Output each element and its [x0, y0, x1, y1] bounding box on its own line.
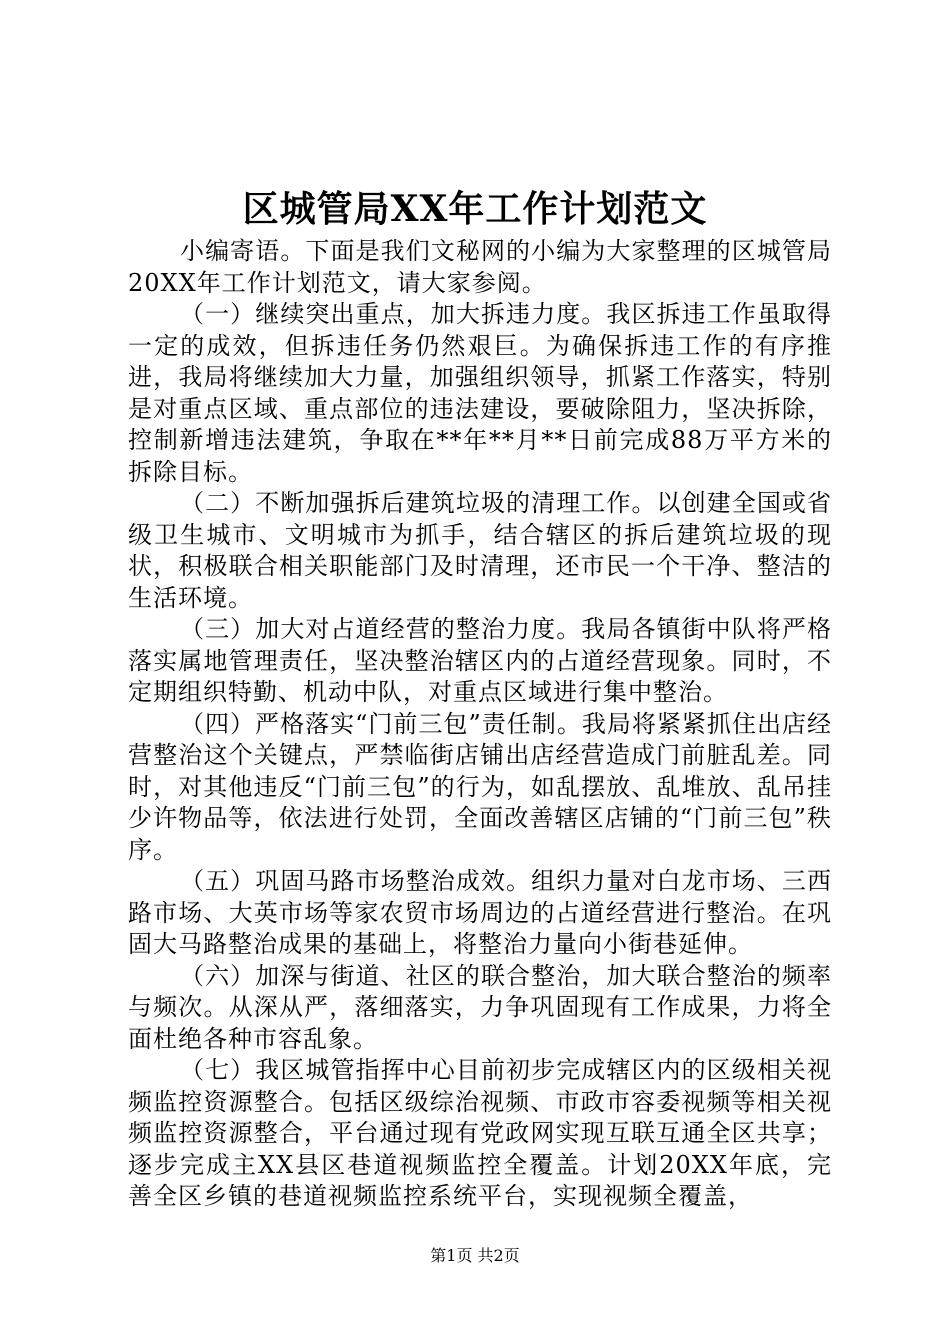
- paragraph-7: （七）我区城管指挥中心目前初步完成辖区内的区级相关视频监控资源整合。包括区级综治视频、市政市容委视频等相关视频监控资源整合，平台通过现有党政网实现互联互通全区共享；逐步完成主XX县区巷道视频监控全覆盖。计划20XX年底，完善全区乡镇的巷道视频监控系统平台，实现视频全覆盖，: [128, 1056, 832, 1210]
- document-title: 区城管局XX年工作计划范文: [242, 188, 708, 230]
- paragraph-2: （二）不断加强拆后建筑垃圾的清理工作。以创建全国或省级卫生城市、文明城市为抓手，结合辖区的拆后建筑垃圾的现状，积极联合相关职能部门及时清理，还市民一个干净、整洁的生活环境。: [128, 489, 832, 612]
- paragraph-4: （四）严格落实“门前三包”责任制。我局将紧紧抓住出店经营整治这个关键点，严禁临街店铺出店经营造成门前脏乱差。同时，对其他违反“门前三包”的行为，如乱摆放、乱堆放、乱吊挂少许物品等，依法进行处罚，全面改善辖区店铺的“门前三包”秩序。: [128, 709, 832, 864]
- paragraph-6: （六）加深与街道、社区的联合整治，加大联合整治的频率与频次。从深从严，落细落实，力争巩固现有工作成果，力将全面杜绝各种市容乱象。: [128, 961, 832, 1053]
- document-body: [128, 236, 832, 1213]
- paragraph-5: （五）巩固马路市场整治成效。组织力量对白龙市场、三西路市场、大英市场等家农贸市场周边的占道经营进行整治。在巩固大马路整治成果的基础上，将整治力量向小街巷延伸。: [128, 867, 832, 958]
- paragraph-3: （三）加大对占道经营的整治力度。我局各镇街中队将严格落实属地管理责任，坚决整治辖区内的占道经营现象。同时，不定期组织特勤、机动中队，对重点区域进行集中整治。: [128, 615, 832, 706]
- intro-paragraph: 小编寄语。下面是我们文秘网的小编为大家整理的区城管局20XX年工作计划范文，请大家参阅。: [128, 237, 832, 297]
- page-footer: 第1页 共2页: [430, 1246, 520, 1265]
- paragraph-1: （一）继续突出重点，加大拆违力度。我区拆违工作虽取得一定的成效，但拆违任务仍然艰巨。为确保拆违工作的有序推进，我局将继续加大力量，加强组织领导，抓紧工作落实，特别是对重点区域、重点部位的违法建设，要破除阻力，坚决拆除，控制新增违法建筑，争取在**年**月**日前完成88万平方米的拆除目标。: [128, 300, 832, 486]
